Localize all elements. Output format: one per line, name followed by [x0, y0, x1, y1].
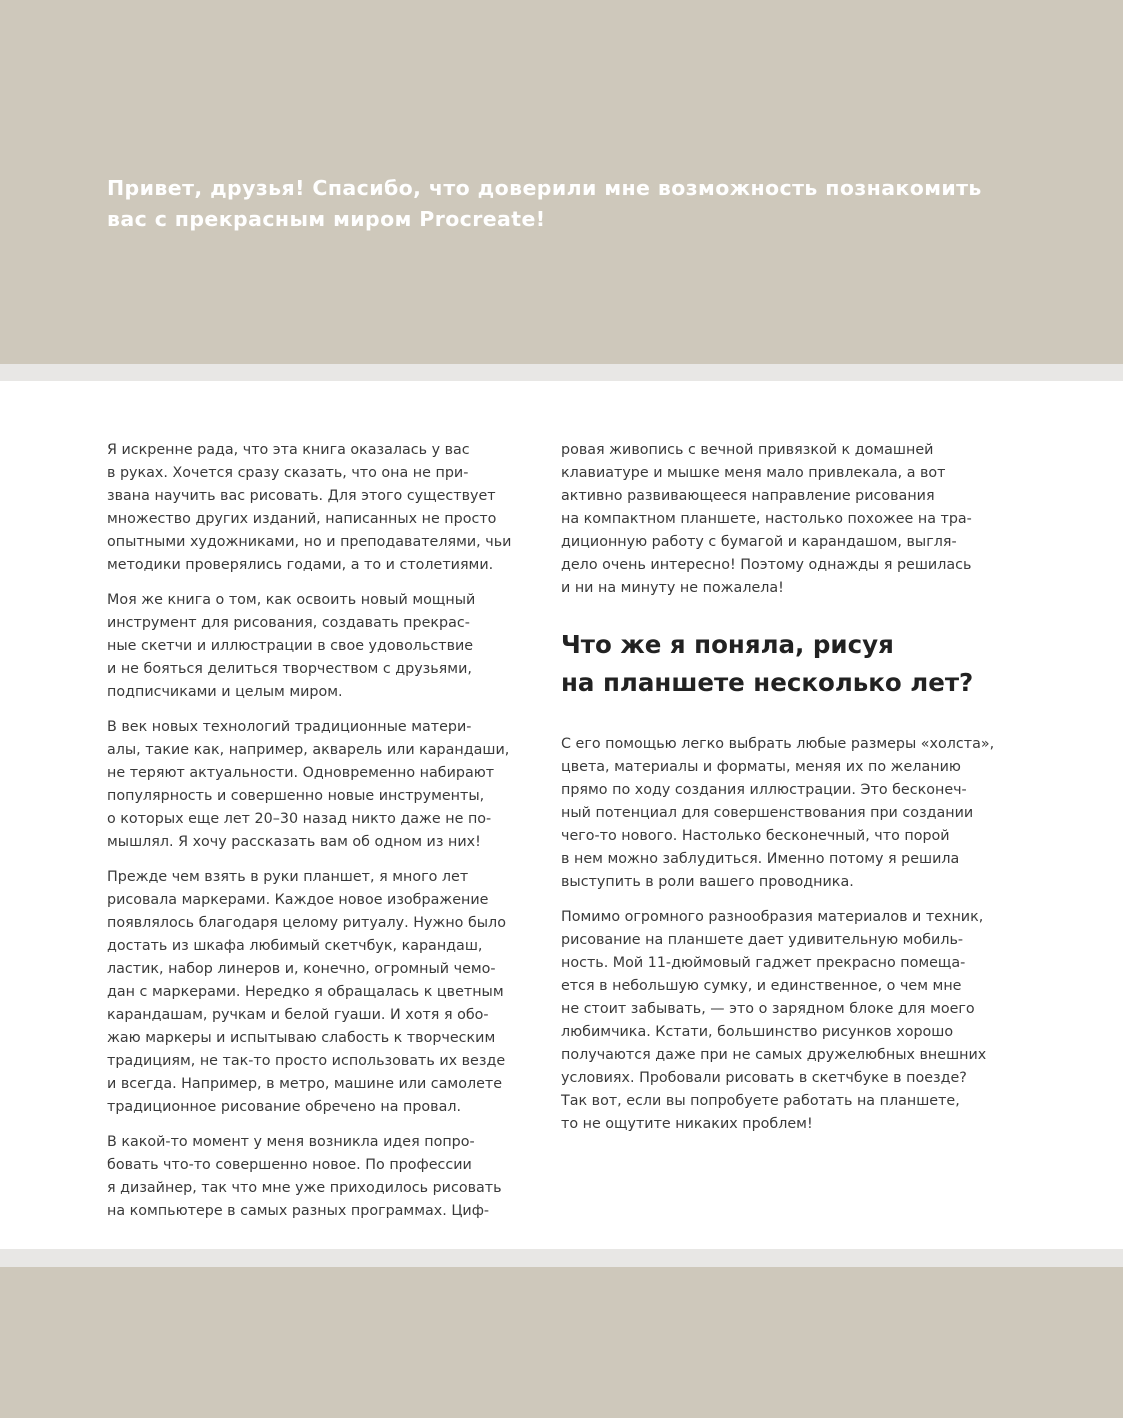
text-line: В какой-то момент у меня возникла идея попро-	[107, 1134, 475, 1150]
section-heading	[561, 626, 1001, 702]
text-line: звана научить вас рисовать. Для этого существует	[107, 488, 496, 504]
text-line: опытными художниками, но и преподавателями, чьи	[107, 534, 512, 550]
text-line: жаю маркеры и испытываю слабость к творческим	[107, 1030, 496, 1046]
text-line: появлялось благодаря целому ритуалу. Нужно было	[107, 915, 506, 931]
text-line: любимчика. Кстати, большинство рисунков хорошо	[561, 1024, 954, 1040]
text-line: Так вот, если вы попробуете работать на планшете,	[561, 1093, 960, 1109]
body-paragraph	[561, 733, 1001, 894]
text-line: прямо по ходу создания иллюстрации. Это бесконеч-	[561, 782, 967, 798]
body-paragraph	[107, 439, 547, 577]
text-line: на компьютере в самых разных программах. Циф-	[107, 1203, 490, 1219]
text-line: выступить в роли вашего проводника.	[561, 874, 854, 890]
text-line: в нем можно заблудиться. Именно потому я решила	[561, 851, 960, 867]
text-line: инструмент для рисования, создавать прекрас-	[107, 615, 470, 631]
text-line: клавиатуре и мышке меня мало привлекала, а вот	[561, 465, 946, 481]
text-line: традиционное рисование обречено на провал.	[107, 1099, 462, 1115]
text-line: чего-то нового. Настолько бесконечный, что порой	[561, 828, 950, 844]
top-divider-stripe	[0, 364, 1123, 381]
bottom-divider-stripe	[0, 1249, 1123, 1267]
text-line: на компактном планшете, настолько похожее на тра-	[561, 511, 972, 527]
text-line: активно развивающееся направление рисования	[561, 488, 935, 504]
text-line: и ни на минуту не пожалела!	[561, 580, 784, 596]
bottom-color-band	[0, 1267, 1123, 1418]
text-line: Прежде чем взять в руки планшет, я много лет	[107, 869, 469, 885]
text-line: то не ощутите никаких проблем!	[561, 1116, 813, 1132]
text-line: ровая живопись с вечной привязкой к домашней	[561, 442, 934, 458]
text-line: ные скетчи и иллюстрации в свое удовольствие	[107, 638, 474, 654]
text-line: дело очень интересно! Поэтому однажды я решилась	[561, 557, 972, 573]
text-line: ный потенциал для совершенствования при создании	[561, 805, 974, 821]
text-line: С его помощью легко выбрать любые размеры «холста»,	[561, 736, 995, 752]
text-line: не теряют актуальности. Одновременно набирают	[107, 765, 495, 781]
body-paragraph	[561, 906, 1001, 1136]
text-line: диционную работу с бумагой и карандашом, выгля-	[561, 534, 957, 550]
text-line: традициям, не так-то просто использовать их везде	[107, 1053, 506, 1069]
text-line: цвета, материалы и форматы, меняя их по желанию	[561, 759, 961, 775]
text-line: карандашам, ручкам и белой гуаши. И хотя я обо-	[107, 1007, 489, 1023]
text-line: мышлял. Я хочу рассказать вам об одном из них!	[107, 834, 481, 850]
text-line: методики проверялись годами, а то и столетиями.	[107, 557, 494, 573]
body-paragraph	[107, 589, 547, 704]
text-line: бовать что-то совершенно новое. По профессии	[107, 1157, 472, 1173]
intro-line: Привет, друзья! Спасибо, что доверили мне возможность познакомить	[107, 176, 982, 200]
text-line: о которых еще лет 20–30 назад никто даже не по-	[107, 811, 492, 827]
text-line: Моя же книга о том, как освоить новый мощный	[107, 592, 476, 608]
text-line: я дизайнер, так что мне уже приходилось рисовать	[107, 1180, 502, 1196]
text-line: подписчиками и целым миром.	[107, 684, 343, 700]
text-line: Я искренне рада, что эта книга оказалась у вас	[107, 442, 470, 458]
heading-line: на планшете несколько лет?	[561, 668, 974, 697]
text-line: рисовала маркерами. Каждое новое изображение	[107, 892, 489, 908]
intro-line: вас с прекрасным миром Procreate!	[107, 207, 546, 231]
text-line: в руках. Хочется сразу сказать, что она не при-	[107, 465, 469, 481]
text-line: Помимо огромного разнообразия материалов и техник,	[561, 909, 984, 925]
text-line: и всегда. Например, в метро, машине или самолете	[107, 1076, 503, 1092]
text-line: условиях. Пробовали рисовать в скетчбуке в поезде?	[561, 1070, 967, 1086]
text-line: рисование на планшете дает удивительную мобиль-	[561, 932, 964, 948]
top-color-band	[0, 0, 1123, 364]
body-paragraph	[107, 1131, 547, 1223]
body-paragraph	[561, 439, 1001, 600]
intro-text	[107, 173, 1067, 235]
right-text-column	[561, 439, 1001, 1148]
text-line: В век новых технологий традиционные матери-	[107, 719, 472, 735]
text-line: получаются даже при не самых дружелюбных внешних	[561, 1047, 987, 1063]
text-line: ластик, набор линеров и, конечно, огромный чемо-	[107, 961, 496, 977]
text-line: и не бояться делиться творчеством с друзьями,	[107, 661, 472, 677]
text-line: не стоит забывать, — это о зарядном блоке для моего	[561, 1001, 975, 1017]
left-text-column	[107, 439, 547, 1235]
body-paragraph	[107, 716, 547, 854]
text-line: множество других изданий, написанных не просто	[107, 511, 497, 527]
text-line: популярность и совершенно новые инструменты,	[107, 788, 485, 804]
heading-line: Что же я поняла, рисуя	[561, 630, 894, 659]
text-line: алы, такие как, например, акварель или карандаши,	[107, 742, 510, 758]
text-line: достать из шкафа любимый скетчбук, карандаш,	[107, 938, 483, 954]
text-line: ность. Мой 11-дюймовый гаджет прекрасно помеща-	[561, 955, 966, 971]
text-line: дан с маркерами. Нередко я обращалась к цветным	[107, 984, 504, 1000]
text-line: ется в небольшую сумку, и единственное, о чем мне	[561, 978, 962, 994]
body-paragraph	[107, 866, 547, 1119]
